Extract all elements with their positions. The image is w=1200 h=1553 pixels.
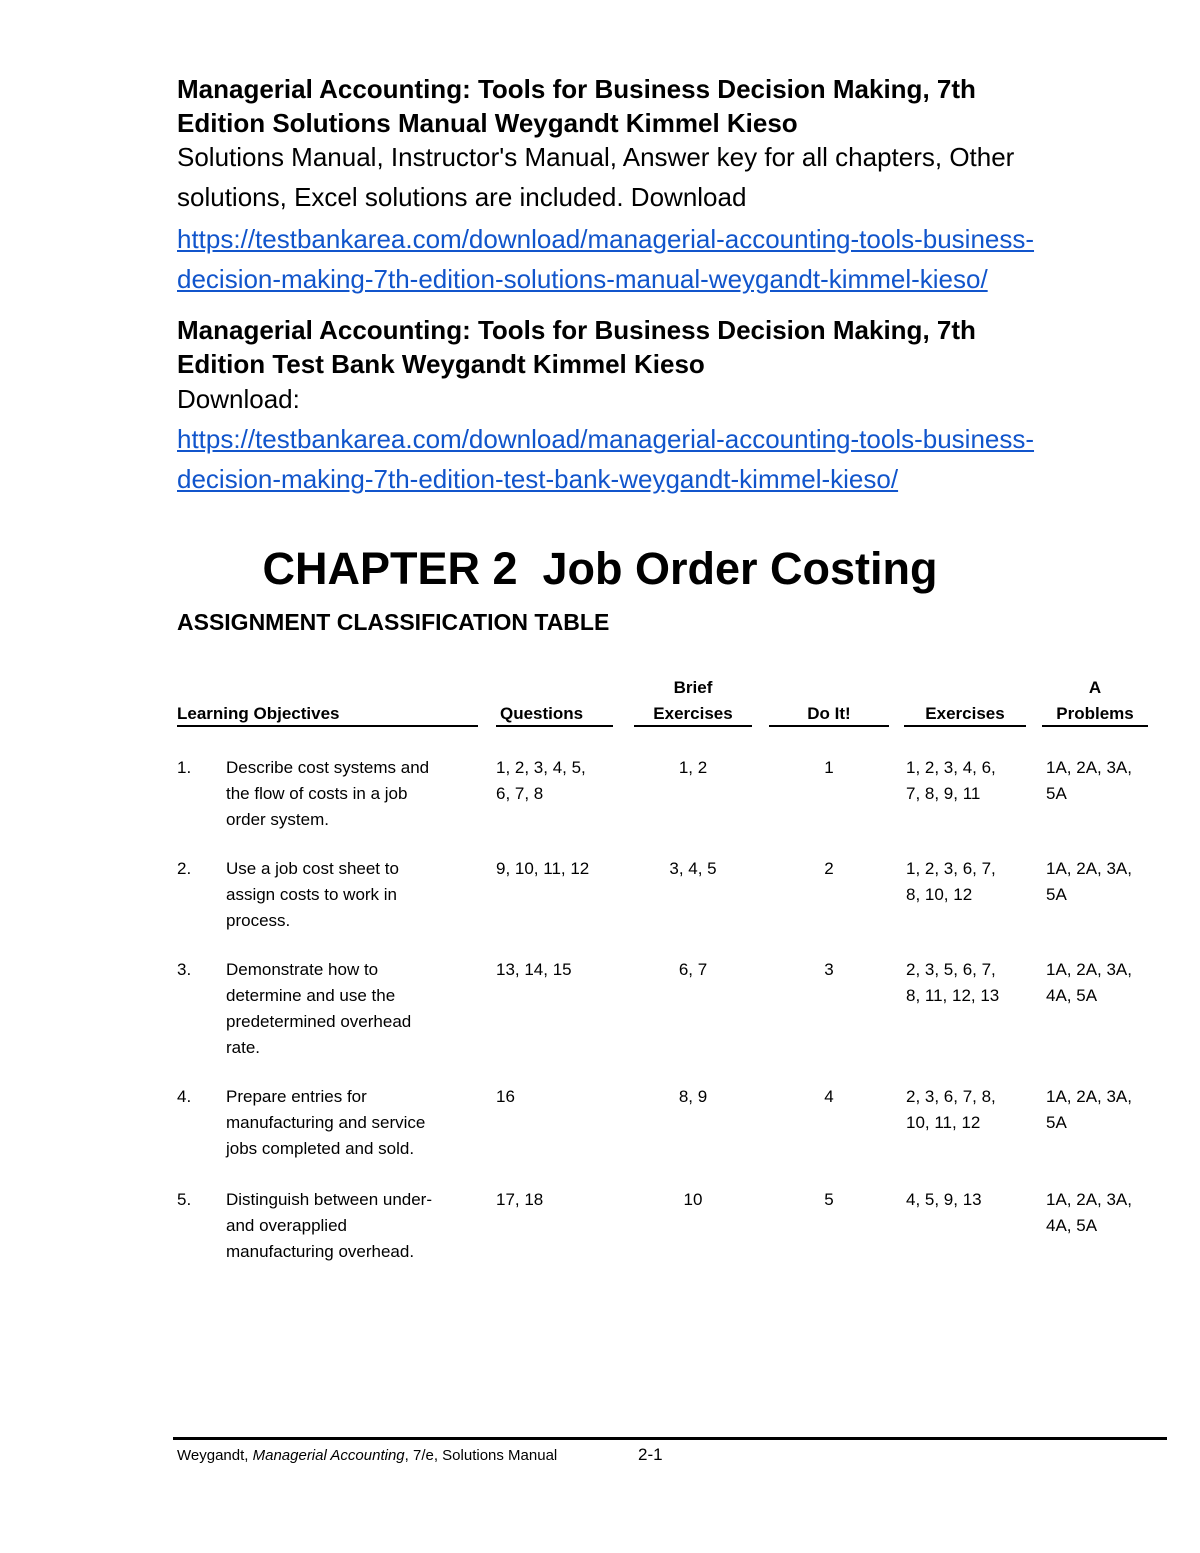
brief-exercises-cell: 6, 7	[678, 960, 708, 979]
testbank-download-link-line2[interactable]: decision-making-7th-edition-test-bank-weygandt-kimmel-kieso/	[177, 464, 899, 494]
objective-text: manufacturing and service	[226, 1113, 426, 1132]
do-it-cell: 5	[824, 1190, 834, 1209]
header-rule-learning-objectives	[177, 725, 478, 727]
header-rule-brief-exercises	[634, 725, 752, 727]
exercises-cell: 8, 10, 12	[906, 885, 973, 904]
footer-manual: , Solutions Manual	[433, 1447, 558, 1464]
a-problems-cell: 5A	[1046, 885, 1067, 904]
objective-text: jobs completed and sold.	[226, 1139, 415, 1158]
objective-text: assign costs to work in	[226, 885, 398, 904]
a-problems-cell: 5A	[1046, 784, 1067, 803]
do-it-cell: 1	[824, 758, 834, 777]
brief-exercises-cell: 8, 9	[678, 1087, 708, 1106]
exercises-cell: 1, 2, 3, 4, 6,	[906, 758, 996, 777]
objective-number: 3.	[177, 960, 192, 979]
header-a-line1: A	[1088, 678, 1102, 697]
solutions-download-link-line2[interactable]: decision-making-7th-edition-solutions-manual-weygandt-kimmel-kieso/	[177, 264, 988, 294]
header-rule-questions	[496, 725, 613, 727]
questions-cell: 9, 10, 11, 12	[496, 859, 590, 878]
a-problems-cell: 1A, 2A, 3A,	[1046, 758, 1132, 777]
brief-exercises-cell: 1, 2	[678, 758, 708, 777]
objective-number: 1.	[177, 758, 192, 777]
chapter-title: CHAPTER 2 Job Order Costing	[262, 543, 938, 594]
testbank-download-link-line1[interactable]: https://testbankarea.com/download/managerial-accounting-tools-business-	[177, 424, 1035, 454]
questions-cell: 13, 14, 15	[496, 960, 572, 979]
header-rule-a-problems	[1042, 725, 1148, 727]
header-brief-line1: Brief	[673, 678, 713, 697]
exercises-cell: 7, 8, 9, 11	[906, 784, 981, 803]
a-problems-cell: 5A	[1046, 1113, 1067, 1132]
footer-citation	[177, 1446, 557, 1466]
a-problems-cell: 1A, 2A, 3A,	[1046, 960, 1132, 979]
objective-text: Describe cost systems and	[226, 758, 430, 777]
objective-number: 5.	[177, 1190, 192, 1209]
footer-rule	[173, 1437, 1167, 1440]
testbank-download-label: Download:	[177, 384, 300, 414]
testbank-title-line1: Managerial Accounting: Tools for Business Decision Making, 7th	[177, 315, 976, 345]
testbank-title-line2: Edition Test Bank Weygandt Kimmel Kieso	[177, 349, 705, 379]
objective-text: Prepare entries for	[226, 1087, 367, 1106]
solutions-description-line2: solutions, Excel solutions are included. Download	[177, 182, 747, 212]
solutions-title-line1: Managerial Accounting: Tools for Business Decision Making, 7th	[177, 74, 976, 104]
exercises-cell: 4, 5, 9, 13	[906, 1190, 982, 1209]
footer-book-title: Managerial Accounting	[252, 1447, 405, 1464]
header-learning-objectives: Learning Objectives	[177, 704, 340, 723]
do-it-cell: 2	[824, 859, 834, 878]
header-a-line2: Problems	[1056, 704, 1134, 723]
objective-text: and overapplied	[226, 1216, 347, 1235]
objective-text: process.	[226, 911, 291, 930]
solutions-description-line1: Solutions Manual, Instructor's Manual, Answer key for all chapters, Other	[177, 142, 1015, 172]
a-problems-cell: 1A, 2A, 3A,	[1046, 859, 1132, 878]
objective-text: determine and use the	[226, 986, 396, 1005]
section-title: ASSIGNMENT CLASSIFICATION TABLE	[177, 609, 610, 635]
objective-text: order system.	[226, 810, 329, 829]
solutions-download-link-line1[interactable]: https://testbankarea.com/download/managerial-accounting-tools-business-	[177, 224, 1035, 254]
header-rule-do-it	[769, 725, 889, 727]
solutions-title-line2: Edition Solutions Manual Weygandt Kimmel Kieso	[177, 108, 798, 138]
exercises-cell: 2, 3, 5, 6, 7,	[906, 960, 996, 979]
objective-text: Use a job cost sheet to	[226, 859, 399, 878]
exercises-cell: 10, 11, 12	[906, 1113, 981, 1132]
exercises-cell: 1, 2, 3, 6, 7,	[906, 859, 996, 878]
a-problems-cell: 4A, 5A	[1046, 1216, 1098, 1235]
header-exercises: Exercises	[925, 704, 1005, 723]
footer-page-number: 2-1	[638, 1445, 663, 1464]
a-problems-cell: 1A, 2A, 3A,	[1046, 1190, 1132, 1209]
objective-number: 2.	[177, 859, 192, 878]
exercises-cell: 8, 11, 12, 13	[906, 986, 1000, 1005]
do-it-cell: 4	[824, 1087, 834, 1106]
header-questions: Questions	[500, 704, 584, 723]
questions-cell: 1, 2, 3, 4, 5,	[496, 758, 586, 777]
brief-exercises-cell: 10	[683, 1190, 703, 1209]
header-brief-line2: Exercises	[653, 704, 733, 723]
footer-edition: , 7/e	[404, 1447, 434, 1464]
objective-text: Distinguish between under-	[226, 1190, 433, 1209]
a-problems-cell: 4A, 5A	[1046, 986, 1098, 1005]
questions-cell: 17, 18	[496, 1190, 544, 1209]
objective-number: 4.	[177, 1087, 192, 1106]
header-rule-exercises	[904, 725, 1026, 727]
questions-cell: 16	[496, 1087, 515, 1106]
objective-text: Demonstrate how to	[226, 960, 379, 979]
do-it-cell: 3	[824, 960, 834, 979]
objective-text: rate.	[226, 1038, 261, 1057]
objective-text: the flow of costs in a job	[226, 784, 408, 803]
objective-text: manufacturing overhead.	[226, 1242, 415, 1261]
objective-text: predetermined overhead	[226, 1012, 412, 1031]
brief-exercises-cell: 3, 4, 5	[669, 859, 717, 878]
exercises-cell: 2, 3, 6, 7, 8,	[906, 1087, 996, 1106]
footer-author: Weygandt,	[177, 1447, 253, 1464]
a-problems-cell: 1A, 2A, 3A,	[1046, 1087, 1132, 1106]
header-do-it: Do It!	[807, 704, 851, 723]
questions-cell: 6, 7, 8	[496, 784, 544, 803]
